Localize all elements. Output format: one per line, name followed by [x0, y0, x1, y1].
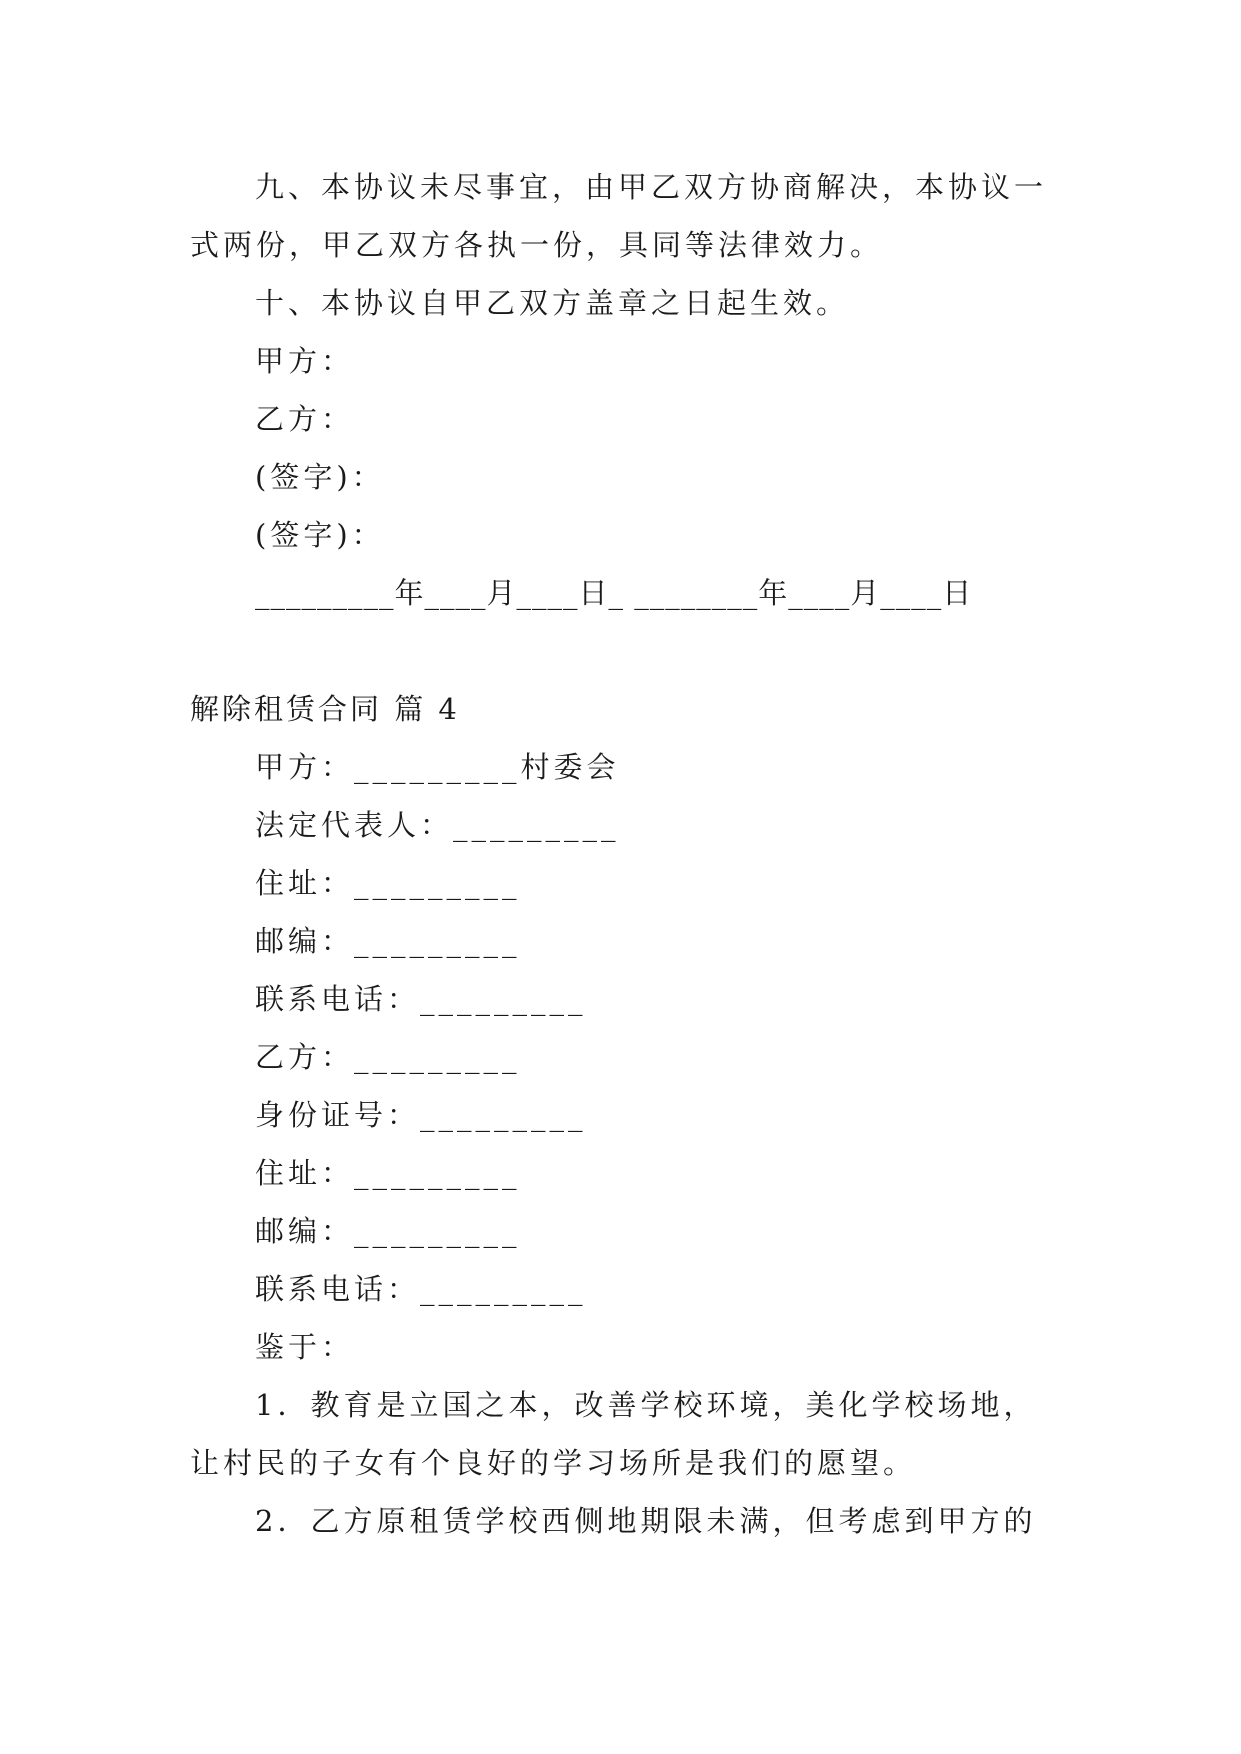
- party-a-phone-field: 联系电话：_________: [255, 982, 587, 1016]
- party-a-address-field: 住址：_________: [255, 866, 521, 900]
- recital-one-line-1: 1．教育是立国之本，改善学校环境，美化学校场地，: [255, 1388, 1037, 1422]
- recital-two-line-1: 2．乙方原租赁学校西侧地期限未满，但考虑到甲方的: [255, 1504, 1037, 1538]
- date-line: _________年____月____日_ ________年____月____日: [255, 576, 973, 610]
- whereas-label: 鉴于：: [255, 1330, 355, 1364]
- party-a-postcode-field: 邮编：_________: [255, 924, 521, 958]
- party-a-label: 甲方：: [255, 344, 355, 378]
- section-heading: 解除租赁合同 篇 4: [190, 692, 460, 726]
- signature-label-1: (签字)：: [255, 460, 385, 494]
- party-b-address-field: 住址：_________: [255, 1156, 521, 1190]
- clause-nine-line-2: 式两份，甲乙双方各执一份，具同等法律效力。: [190, 228, 884, 262]
- party-b-postcode-field: 邮编：_________: [255, 1214, 521, 1248]
- party-b-field: 乙方：_________: [255, 1040, 521, 1074]
- clause-nine-line-1: 九、本协议未尽事宜，由甲乙双方协商解决，本协议一: [255, 170, 1048, 204]
- id-number-field: 身份证号：_________: [255, 1098, 587, 1132]
- recital-one-line-2: 让村民的子女有个良好的学习场所是我们的愿望。: [190, 1446, 917, 1480]
- party-a-field: 甲方：_________村委会: [255, 750, 620, 784]
- party-b-phone-field: 联系电话：_________: [255, 1272, 587, 1306]
- legal-representative-field: 法定代表人：_________: [255, 808, 620, 842]
- signature-label-2: (签字)：: [255, 518, 385, 552]
- party-b-label: 乙方：: [255, 402, 355, 436]
- clause-ten: 十、本协议自甲乙双方盖章之日起生效。: [255, 286, 850, 320]
